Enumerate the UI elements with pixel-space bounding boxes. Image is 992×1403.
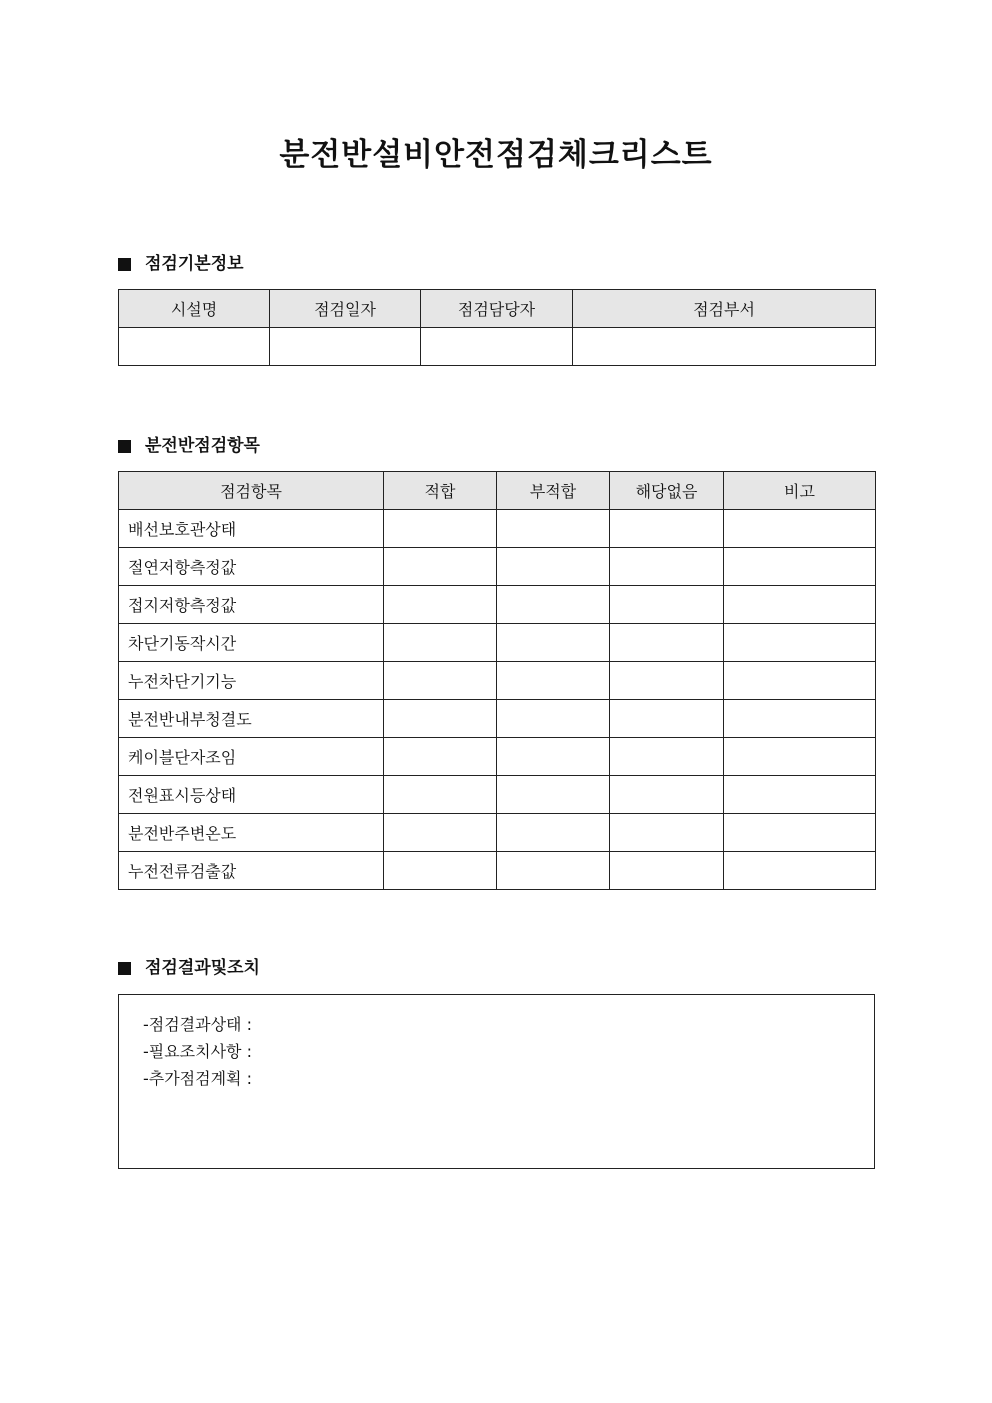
section-title: 점검기본정보: [145, 254, 244, 274]
check-item-label: 누전전류검출값: [119, 852, 384, 890]
section-heading-check-items: [118, 434, 260, 458]
not-applicable-cell[interactable]: [610, 738, 724, 776]
remarks-cell[interactable]: [724, 814, 876, 852]
check-item-label: 누전차단기기능: [119, 662, 384, 700]
fail-cell[interactable]: [497, 814, 610, 852]
header-check-item: 점검항목: [119, 472, 384, 510]
header-department: 점검부서: [573, 290, 876, 328]
table-row: [119, 700, 876, 738]
check-item-label: 절연저항측정값: [119, 548, 384, 586]
pass-cell[interactable]: [384, 624, 497, 662]
not-applicable-cell[interactable]: [610, 624, 724, 662]
section-title: 점검결과및조치: [145, 958, 260, 978]
table-row: [119, 328, 876, 366]
header-inspection-date: 점검일자: [270, 290, 421, 328]
fail-cell[interactable]: [497, 776, 610, 814]
check-item-label: 접지저항측정값: [119, 586, 384, 624]
square-bullet-icon: [118, 440, 131, 453]
remarks-cell[interactable]: [724, 586, 876, 624]
check-item-label: 분전반내부청결도: [119, 700, 384, 738]
inspection-date-field[interactable]: [270, 328, 421, 366]
result-box[interactable]: [118, 994, 875, 1169]
table-row: [119, 852, 876, 890]
fail-cell[interactable]: [497, 738, 610, 776]
not-applicable-cell[interactable]: [610, 700, 724, 738]
facility-name-field[interactable]: [119, 328, 270, 366]
square-bullet-icon: [118, 258, 131, 271]
not-applicable-cell[interactable]: [610, 586, 724, 624]
table-header-row: [119, 472, 876, 510]
remarks-cell[interactable]: [724, 738, 876, 776]
not-applicable-cell[interactable]: [610, 548, 724, 586]
fail-cell[interactable]: [497, 624, 610, 662]
inspector-field[interactable]: [421, 328, 573, 366]
table-row: [119, 586, 876, 624]
remarks-cell[interactable]: [724, 548, 876, 586]
table-row: [119, 510, 876, 548]
not-applicable-cell[interactable]: [610, 852, 724, 890]
pass-cell[interactable]: [384, 852, 497, 890]
not-applicable-cell[interactable]: [610, 510, 724, 548]
required-action-line: -필요조치사항 :: [143, 1042, 252, 1061]
table-row: [119, 548, 876, 586]
pass-cell[interactable]: [384, 662, 497, 700]
check-item-label: 분전반주변온도: [119, 814, 384, 852]
document-title: 분전반설비안전점검체크리스트: [279, 137, 713, 173]
not-applicable-cell[interactable]: [610, 776, 724, 814]
square-bullet-icon: [118, 962, 131, 975]
header-facility-name: 시설명: [119, 290, 270, 328]
header-remarks: 비고: [724, 472, 876, 510]
pass-cell[interactable]: [384, 814, 497, 852]
fail-cell[interactable]: [497, 510, 610, 548]
header-inspector: 점검담당자: [421, 290, 573, 328]
fail-cell[interactable]: [497, 548, 610, 586]
table-row: [119, 662, 876, 700]
table-row: [119, 776, 876, 814]
remarks-cell[interactable]: [724, 700, 876, 738]
remarks-cell[interactable]: [724, 852, 876, 890]
fail-cell[interactable]: [497, 586, 610, 624]
not-applicable-cell[interactable]: [610, 662, 724, 700]
check-item-label: 차단기동작시간: [119, 624, 384, 662]
not-applicable-cell[interactable]: [610, 814, 724, 852]
table-row: [119, 814, 876, 852]
header-pass: 적합: [384, 472, 497, 510]
header-not-applicable: 해당없음: [610, 472, 724, 510]
department-field[interactable]: [573, 328, 876, 366]
pass-cell[interactable]: [384, 738, 497, 776]
check-item-label: 전원표시등상태: [119, 776, 384, 814]
remarks-cell[interactable]: [724, 776, 876, 814]
section-heading-basic-info: [118, 252, 244, 276]
pass-cell[interactable]: [384, 510, 497, 548]
pass-cell[interactable]: [384, 776, 497, 814]
remarks-cell[interactable]: [724, 624, 876, 662]
follow-up-plan-line: -추가점검계획 :: [143, 1069, 252, 1088]
section-title: 분전반점검항목: [145, 436, 260, 456]
pass-cell[interactable]: [384, 586, 497, 624]
section-heading-result: [118, 956, 260, 980]
header-fail: 부적합: [497, 472, 610, 510]
fail-cell[interactable]: [497, 852, 610, 890]
remarks-cell[interactable]: [724, 510, 876, 548]
table-row: [119, 738, 876, 776]
pass-cell[interactable]: [384, 700, 497, 738]
fail-cell[interactable]: [497, 662, 610, 700]
fail-cell[interactable]: [497, 700, 610, 738]
check-item-label: 케이블단자조임: [119, 738, 384, 776]
basic-info-table: [118, 289, 876, 366]
table-header-row: [119, 290, 876, 328]
check-item-label: 배선보호관상태: [119, 510, 384, 548]
remarks-cell[interactable]: [724, 662, 876, 700]
result-status-line: -점검결과상태 :: [143, 1015, 252, 1034]
check-items-table: [118, 471, 876, 890]
table-row: [119, 624, 876, 662]
pass-cell[interactable]: [384, 548, 497, 586]
